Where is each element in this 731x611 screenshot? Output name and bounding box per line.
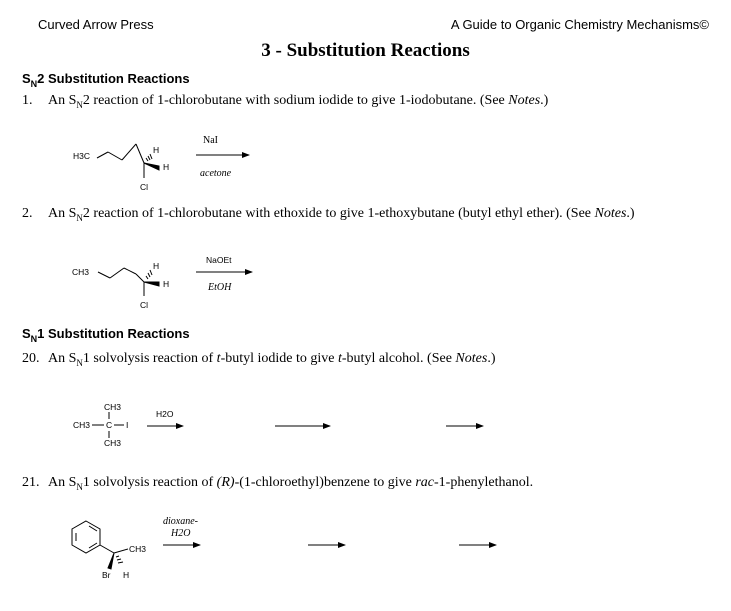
problem-1-reagent: NaI bbox=[203, 135, 218, 146]
problem-2-h-top: H bbox=[153, 261, 160, 271]
section-heading-sn2: $S_N2$ Substitution Reactions bbox=[22, 71, 190, 89]
problem-1-solvent: acetone bbox=[200, 168, 232, 179]
problem-20-ch3-left: CH3 bbox=[73, 420, 91, 430]
problem-21-h: H bbox=[123, 570, 130, 580]
problem-2-molecule bbox=[98, 268, 159, 296]
problem-21-text: 21. An $S_N1$ solvolysis reaction of (R)-(1-chloroethyl)benzene to give rac-1-phenylethanol. bbox=[22, 475, 534, 492]
problem-20-iodine: I bbox=[126, 420, 129, 430]
problem-2-solvent: EtOH bbox=[208, 282, 232, 293]
problem-20-reagent: H2O bbox=[156, 409, 174, 419]
problem-2-left-group: CH3 bbox=[72, 267, 90, 277]
problem-1-text: 1. An $S_N2$ reaction of 1-chlorobutane with sodium iodide to give 1-iodobutane. (See Notes.) bbox=[22, 93, 549, 110]
problem-1-left-group: H3C bbox=[73, 151, 91, 161]
problem-2-reagent: NaOEt bbox=[206, 255, 232, 265]
problem-20-ch3-bottom: CH3 bbox=[104, 438, 122, 448]
problem-21-ch3: CH3 bbox=[129, 544, 147, 554]
page-title: 3 - Substitution Reactions bbox=[261, 40, 470, 61]
problem-21-br: Br bbox=[102, 570, 111, 580]
section-heading-sn1: $S_N1$ Substitution Reactions bbox=[22, 326, 190, 344]
problem-1-h-right: H bbox=[163, 162, 170, 172]
problem-21-molecule bbox=[72, 521, 128, 569]
problem-21-reagent-line1: dioxane- bbox=[163, 516, 198, 527]
problem-2-cl: Cl bbox=[140, 300, 149, 310]
problem-2-text: 2. An $S_N2$ reaction of 1-chlorobutane with ethoxide to give 1-ethoxybutane (butyl ethyl ether). (See Notes.) bbox=[22, 206, 635, 223]
problem-20-text: 20. An $S_N1$ solvolysis reaction of t-butyl iodide to give t-butyl alcohol. (See Notes.) bbox=[22, 351, 496, 368]
problem-21-reagent-line2: H2O bbox=[171, 528, 191, 539]
problem-1-cl: Cl bbox=[140, 182, 149, 192]
book-title: A Guide to Organic Chemistry Mechanisms© bbox=[450, 17, 709, 32]
problem-1-h-top: H bbox=[153, 145, 160, 155]
publisher-name: Curved Arrow Press bbox=[38, 17, 154, 32]
problem-20-ch3-top: CH3 bbox=[104, 402, 122, 412]
problem-2-h-right: H bbox=[163, 279, 170, 289]
problem-1-molecule bbox=[97, 144, 159, 178]
problem-20-carbon: C bbox=[106, 420, 113, 430]
